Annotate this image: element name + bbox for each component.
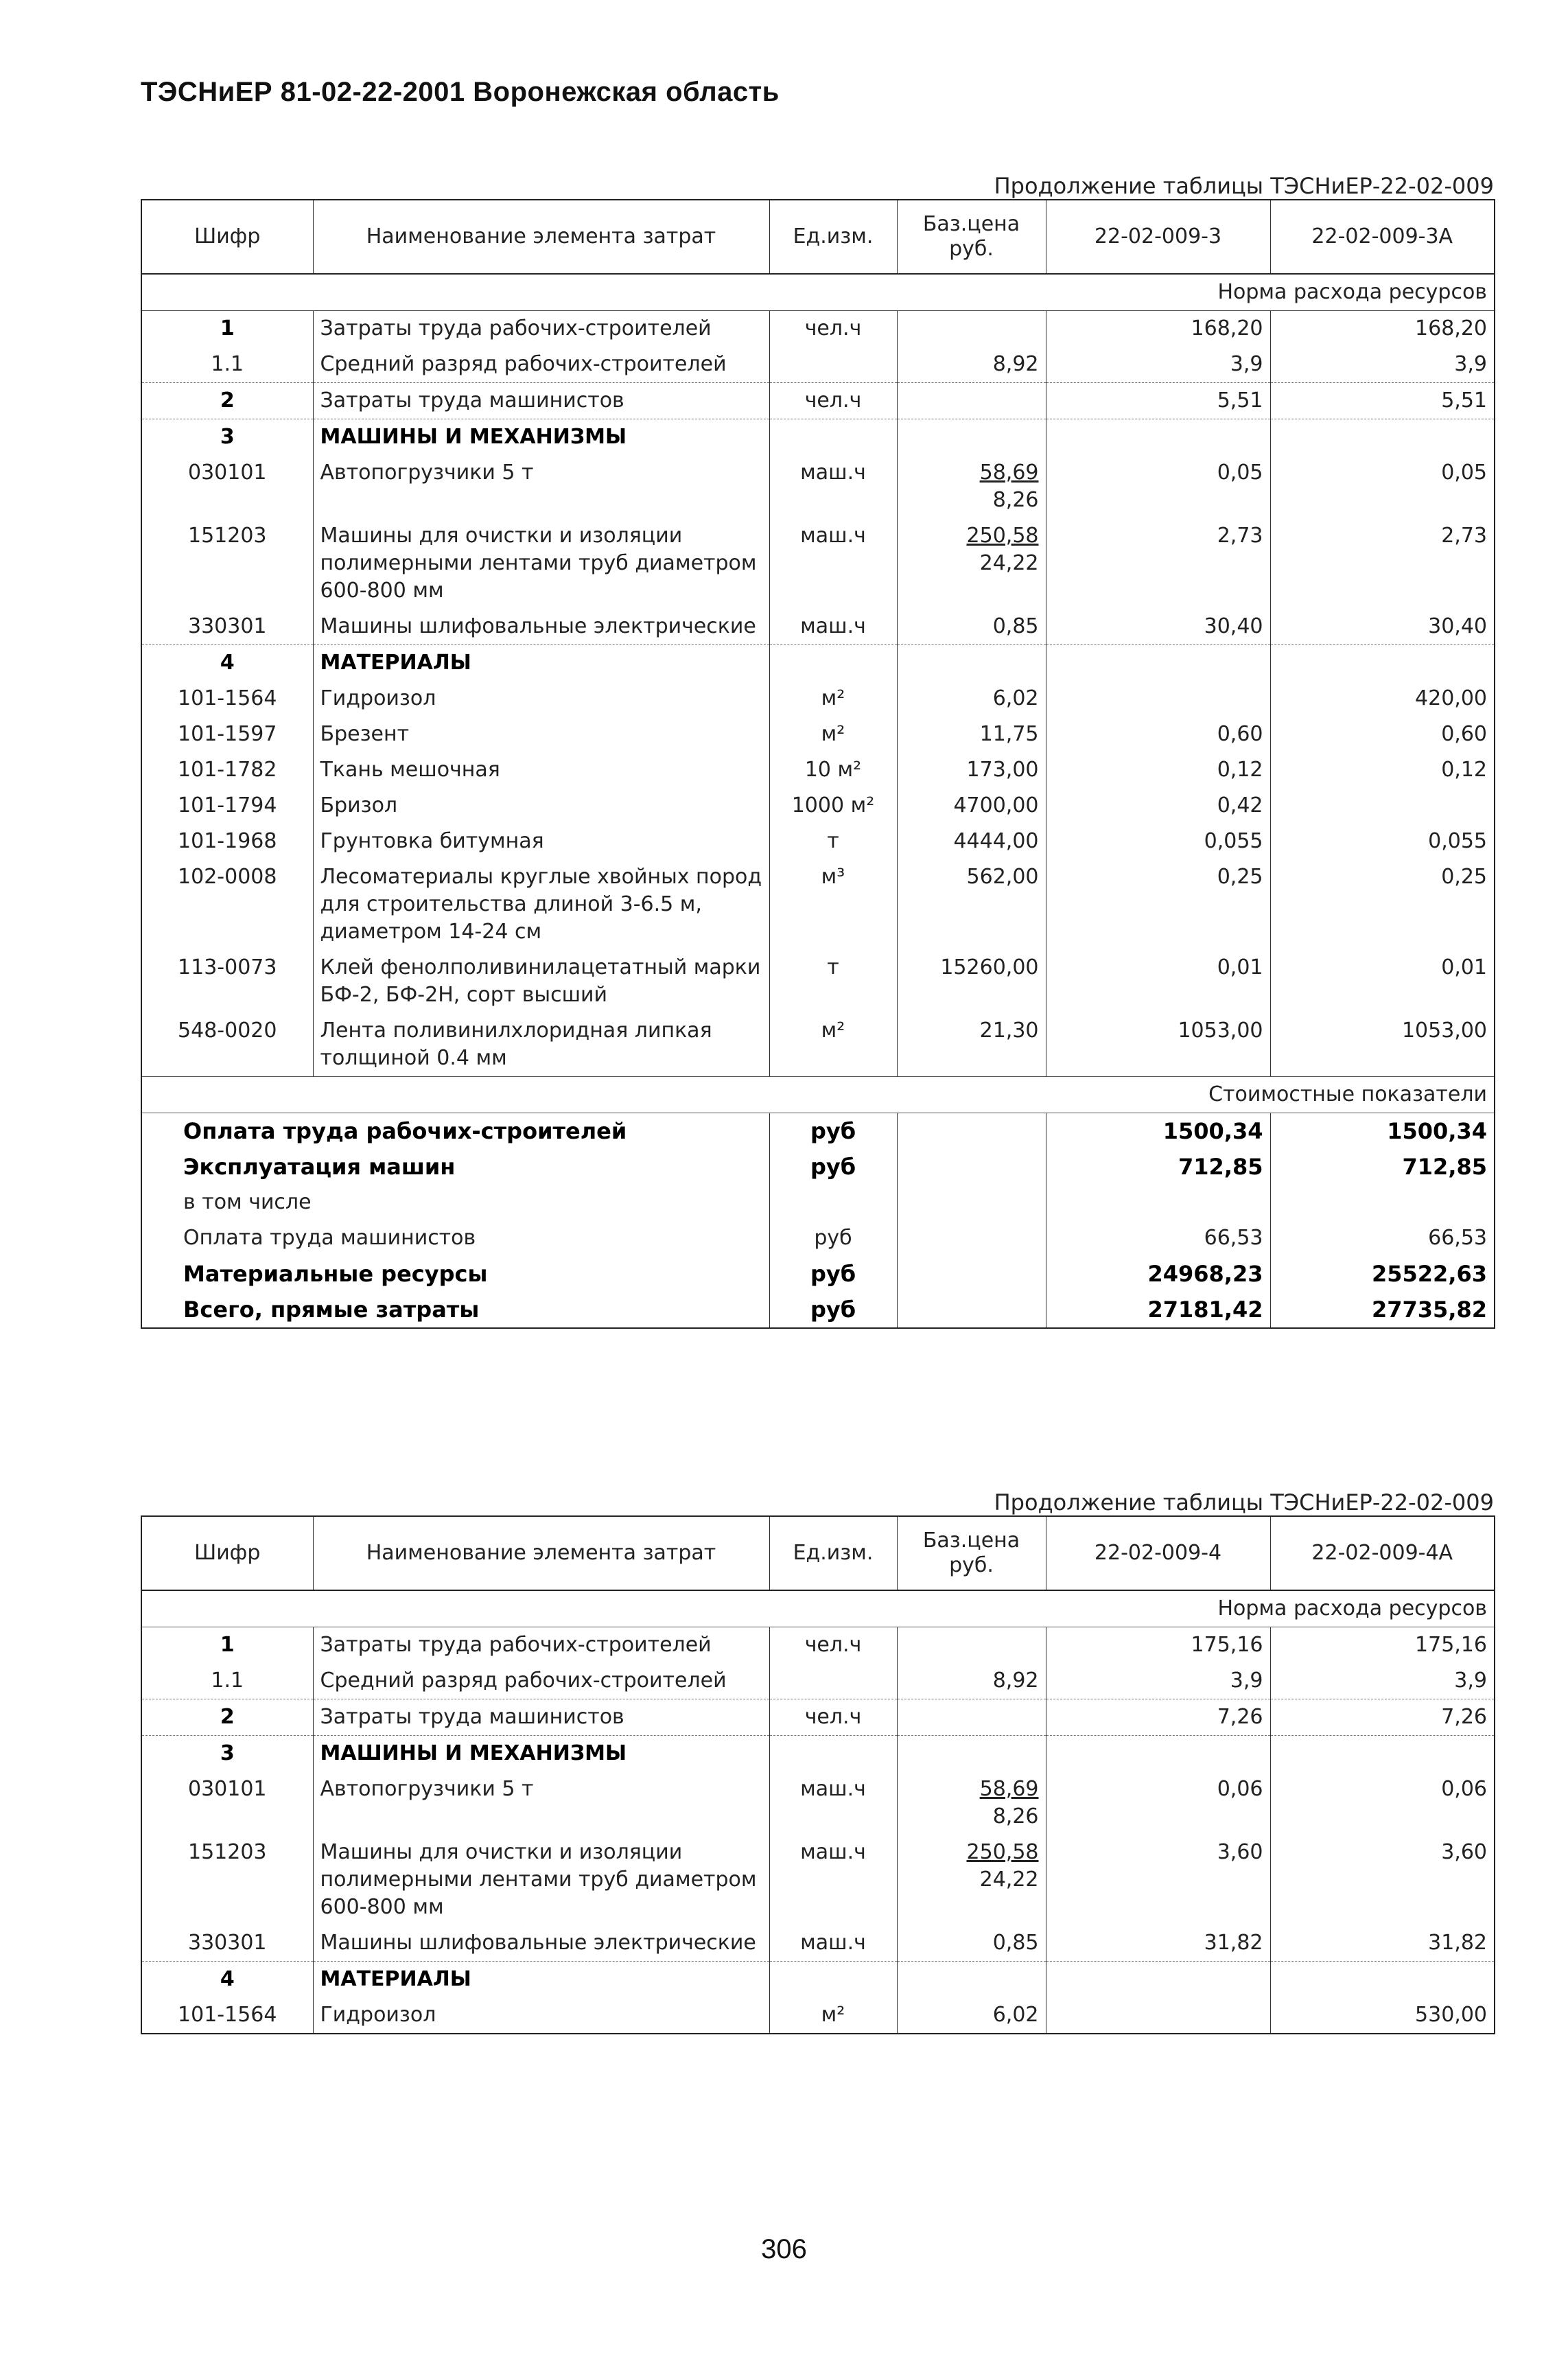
col-header-code: Шифр — [141, 200, 313, 274]
table-row — [141, 1835, 1495, 1925]
row-value-b: 7,26 — [1270, 1699, 1495, 1736]
row-unit: маш.ч — [769, 1925, 897, 1962]
table-row — [141, 347, 1495, 383]
table-row — [141, 1962, 1495, 1998]
row-name: Машины для очистки и изоляции полимерными лентами труб диаметром 600-800 мм — [313, 518, 769, 609]
row-price: 6,02 — [897, 1997, 1046, 2034]
row-value-a: 0,42 — [1046, 788, 1270, 824]
table-row — [141, 518, 1495, 609]
row-value-b: 0,12 — [1270, 752, 1495, 788]
row-value-a: 1053,00 — [1046, 1013, 1270, 1077]
row-code: 151203 — [187, 1840, 267, 1864]
summary-label: в том числе — [183, 1190, 312, 1214]
summary-unit: руб — [769, 1220, 897, 1256]
row-unit: чел.ч — [769, 383, 897, 419]
row-value-a: 0,06 — [1046, 1771, 1270, 1835]
col-header-name: Наименование элемента затрат — [313, 200, 769, 274]
row-name: Затраты труда рабочих-строителей — [313, 311, 769, 347]
table-row — [141, 645, 1495, 682]
row-name: Брезент — [313, 717, 769, 752]
row-value-a: 168,20 — [1046, 311, 1270, 347]
table-row — [141, 383, 1495, 419]
table2-body — [141, 1590, 1495, 2034]
row-price: 0,85 — [897, 609, 1046, 645]
row-value-b: 175,16 — [1270, 1627, 1495, 1664]
summary-unit: руб — [769, 1149, 897, 1185]
summary-value-b: 27735,82 — [1270, 1292, 1495, 1328]
resource-table-1 — [141, 199, 1495, 1329]
row-value-b: 0,25 — [1270, 859, 1495, 950]
norm-label: Норма расхода ресурсов — [141, 1590, 1495, 1627]
row-unit: маш.ч — [769, 609, 897, 645]
row-name: Машины для очистки и изоляции полимерными лентами труб диаметром 600-800 мм — [313, 1835, 769, 1925]
row-unit — [769, 1962, 897, 1998]
row-code: 330301 — [187, 1931, 267, 1955]
row-value-a — [1046, 419, 1270, 456]
row-price: 562,00 — [897, 859, 1046, 950]
row-price — [897, 1962, 1046, 1998]
row-name: МАШИНЫ И МЕХАНИЗМЫ — [313, 419, 769, 456]
table-row — [141, 609, 1495, 645]
row-code: 030101 — [187, 461, 267, 485]
table-row — [141, 1663, 1495, 1699]
row-code: 101-1968 — [178, 829, 277, 853]
row-code: 1.1 — [211, 1669, 244, 1693]
row-value-a: 175,16 — [1046, 1627, 1270, 1664]
summary-value-a — [1046, 1185, 1270, 1220]
summary-row — [141, 1220, 1495, 1256]
price-wage: 24,22 — [979, 551, 1039, 575]
row-name: Автопогрузчики 5 т — [313, 455, 769, 518]
summary-row — [141, 1292, 1495, 1328]
row-value-a: 5,51 — [1046, 383, 1270, 419]
summary-label: Эксплуатация машин — [183, 1154, 456, 1180]
row-value-b: 3,9 — [1270, 1663, 1495, 1699]
row-unit — [769, 1736, 897, 1772]
resource-table-2 — [141, 1515, 1495, 2034]
row-name: Средний разряд рабочих-строителей — [313, 1663, 769, 1699]
row-value-a — [1046, 681, 1270, 717]
row-unit: м² — [769, 717, 897, 752]
summary-value-b: 712,85 — [1270, 1149, 1495, 1185]
row-unit: чел.ч — [769, 311, 897, 347]
row-value-b: 3,9 — [1270, 347, 1495, 383]
row-name: Затраты труда машинистов — [313, 1699, 769, 1736]
row-value-b: 168,20 — [1270, 311, 1495, 347]
row-value-a: 0,01 — [1046, 950, 1270, 1013]
row-price: 173,00 — [897, 752, 1046, 788]
row-price — [897, 1771, 1046, 1835]
summary-value-a: 66,53 — [1046, 1220, 1270, 1256]
table-row — [141, 311, 1495, 347]
summary-value-b: 1500,34 — [1270, 1113, 1495, 1150]
price-total: 58,69 — [979, 1777, 1039, 1801]
price-wage: 24,22 — [979, 1868, 1039, 1892]
summary-value-a: 27181,42 — [1046, 1292, 1270, 1328]
row-name: Затраты труда рабочих-строителей — [313, 1627, 769, 1664]
summary-price-empty — [897, 1256, 1046, 1292]
row-price — [897, 419, 1046, 456]
table-row — [141, 752, 1495, 788]
row-code: 101-1794 — [178, 793, 277, 817]
cost-label-row — [141, 1077, 1495, 1113]
row-value-b: 0,05 — [1270, 455, 1495, 518]
row-unit: чел.ч — [769, 1699, 897, 1736]
row-price: 11,75 — [897, 717, 1046, 752]
row-name: Бризол — [313, 788, 769, 824]
row-value-a: 0,60 — [1046, 717, 1270, 752]
row-name: Лента поливинилхлоридная липкая толщиной 0.4 мм — [313, 1013, 769, 1077]
table-row — [141, 1925, 1495, 1962]
row-value-a: 7,26 — [1046, 1699, 1270, 1736]
row-value-a: 31,82 — [1046, 1925, 1270, 1962]
summary-label: Материальные ресурсы — [183, 1261, 488, 1287]
row-value-a — [1046, 1736, 1270, 1772]
row-code: 1.1 — [211, 352, 244, 376]
row-value-a: 30,40 — [1046, 609, 1270, 645]
row-value-b: 5,51 — [1270, 383, 1495, 419]
row-code: 101-1564 — [178, 686, 277, 710]
summary-price-empty — [897, 1220, 1046, 1256]
col-header-b: 22-02-009-3А — [1270, 200, 1495, 274]
row-price — [897, 1627, 1046, 1664]
row-code: 548-0020 — [178, 1019, 277, 1043]
row-name: Лесоматериалы круглые хвойных пород для строительства длиной 3-6.5 м, диаметром 14-24 см — [313, 859, 769, 950]
document-header: ТЭСНиЕР 81-02-22-2001 Воронежская область — [141, 77, 780, 107]
row-name: Средний разряд рабочих-строителей — [313, 347, 769, 383]
col-header-price: Баз.цена руб. — [897, 1516, 1046, 1590]
table-row — [141, 1699, 1495, 1736]
norm-label-row — [141, 1590, 1495, 1627]
summary-value-b: 66,53 — [1270, 1220, 1495, 1256]
summary-label: Оплата труда машинистов — [183, 1226, 476, 1250]
row-code: 101-1597 — [178, 722, 277, 746]
row-value-a: 3,60 — [1046, 1835, 1270, 1925]
row-name: МАТЕРИАЛЫ — [313, 645, 769, 682]
summary-value-a: 712,85 — [1046, 1149, 1270, 1185]
row-name: Машины шлифовальные электрические — [313, 1925, 769, 1962]
row-price — [897, 383, 1046, 419]
row-value-b: 420,00 — [1270, 681, 1495, 717]
row-name: Клей фенолполивинилацетатный марки БФ-2, БФ-2Н, сорт высший — [313, 950, 769, 1013]
row-name: МАШИНЫ И МЕХАНИЗМЫ — [313, 1736, 769, 1772]
table-row — [141, 1736, 1495, 1772]
row-name: Гидроизол — [313, 681, 769, 717]
row-unit: маш.ч — [769, 518, 897, 609]
row-value-a — [1046, 645, 1270, 682]
col-header-unit: Ед.изм. — [769, 1516, 897, 1590]
table-row — [141, 717, 1495, 752]
price-total: 250,58 — [966, 524, 1039, 548]
summary-unit — [769, 1185, 897, 1220]
row-name: Грунтовка битумная — [313, 824, 769, 859]
row-name: Гидроизол — [313, 1997, 769, 2034]
row-price — [897, 455, 1046, 518]
row-price: 8,92 — [897, 1663, 1046, 1699]
summary-value-a: 24968,23 — [1046, 1256, 1270, 1292]
row-price — [897, 518, 1046, 609]
row-value-a: 3,9 — [1046, 1663, 1270, 1699]
row-value-b — [1270, 788, 1495, 824]
row-unit: т — [769, 950, 897, 1013]
norm-label: Норма расхода ресурсов — [141, 274, 1495, 311]
row-price: 4700,00 — [897, 788, 1046, 824]
table-row — [141, 950, 1495, 1013]
page-number: 306 — [761, 2234, 807, 2264]
summary-price-empty — [897, 1113, 1046, 1150]
summary-row — [141, 1256, 1495, 1292]
row-value-b: 1053,00 — [1270, 1013, 1495, 1077]
row-price: 6,02 — [897, 681, 1046, 717]
row-value-b: 3,60 — [1270, 1835, 1495, 1925]
row-price: 15260,00 — [897, 950, 1046, 1013]
summary-value-a: 1500,34 — [1046, 1113, 1270, 1150]
row-value-b: 0,01 — [1270, 950, 1495, 1013]
row-code: 3 — [141, 1736, 313, 1772]
row-price — [897, 311, 1046, 347]
row-unit: м³ — [769, 859, 897, 950]
table-row — [141, 859, 1495, 950]
row-unit: маш.ч — [769, 1771, 897, 1835]
norm-label-row — [141, 274, 1495, 311]
summary-unit: руб — [769, 1113, 897, 1150]
summary-unit: руб — [769, 1292, 897, 1328]
row-price — [897, 1835, 1046, 1925]
row-code: 4 — [141, 1962, 313, 1998]
summary-price-empty — [897, 1185, 1046, 1220]
summary-price-empty — [897, 1149, 1046, 1185]
row-name: МАТЕРИАЛЫ — [313, 1962, 769, 1998]
col-header-code: Шифр — [141, 1516, 313, 1590]
row-code: 101-1564 — [178, 2003, 277, 2027]
row-code: 102-0008 — [178, 865, 277, 889]
row-unit — [769, 347, 897, 383]
summary-value-b: 25522,63 — [1270, 1256, 1495, 1292]
summary-row — [141, 1149, 1495, 1185]
price-total: 58,69 — [979, 461, 1039, 485]
row-price: 4444,00 — [897, 824, 1046, 859]
row-price: 0,85 — [897, 1925, 1046, 1962]
col-header-name: Наименование элемента затрат — [313, 1516, 769, 1590]
row-value-a: 0,25 — [1046, 859, 1270, 950]
col-header-unit: Ед.изм. — [769, 200, 897, 274]
row-unit: 1000 м² — [769, 788, 897, 824]
row-value-b — [1270, 419, 1495, 456]
table-row — [141, 455, 1495, 518]
row-code: 1 — [220, 316, 235, 340]
summary-row — [141, 1113, 1495, 1150]
col-header-b: 22-02-009-4А — [1270, 1516, 1495, 1590]
row-code: 330301 — [187, 614, 267, 638]
row-code: 4 — [141, 645, 313, 682]
row-name: Ткань мешочная — [313, 752, 769, 788]
row-value-a — [1046, 1962, 1270, 1998]
row-price — [897, 645, 1046, 682]
row-code: 2 — [141, 1699, 313, 1736]
row-value-b: 0,055 — [1270, 824, 1495, 859]
row-name: Автопогрузчики 5 т — [313, 1771, 769, 1835]
row-name: Затраты труда машинистов — [313, 383, 769, 419]
row-unit: чел.ч — [769, 1627, 897, 1664]
table-row — [141, 681, 1495, 717]
row-unit — [769, 1663, 897, 1699]
table1-body — [141, 274, 1495, 1328]
row-code: 2 — [141, 383, 313, 419]
table-row — [141, 419, 1495, 456]
row-value-b — [1270, 1962, 1495, 1998]
table-row — [141, 788, 1495, 824]
row-value-b — [1270, 645, 1495, 682]
row-code: 151203 — [187, 524, 267, 548]
row-unit: м² — [769, 681, 897, 717]
row-value-a: 0,12 — [1046, 752, 1270, 788]
table-row — [141, 824, 1495, 859]
row-value-a: 3,9 — [1046, 347, 1270, 383]
summary-row — [141, 1185, 1495, 1220]
summary-price-empty — [897, 1292, 1046, 1328]
price-total: 250,58 — [966, 1840, 1039, 1864]
row-unit: маш.ч — [769, 455, 897, 518]
row-unit: м² — [769, 1997, 897, 2034]
summary-label: Всего, прямые затраты — [183, 1297, 480, 1323]
row-value-a: 0,05 — [1046, 455, 1270, 518]
summary-unit: руб — [769, 1256, 897, 1292]
row-value-b: 0,06 — [1270, 1771, 1495, 1835]
row-value-b: 530,00 — [1270, 1997, 1495, 2034]
row-unit — [769, 645, 897, 682]
row-price: 21,30 — [897, 1013, 1046, 1077]
row-unit: т — [769, 824, 897, 859]
row-value-b: 31,82 — [1270, 1925, 1495, 1962]
table-row — [141, 1627, 1495, 1664]
row-value-b: 2,73 — [1270, 518, 1495, 609]
row-code: 1 — [220, 1633, 235, 1657]
table-row — [141, 1771, 1495, 1835]
price-wage: 8,26 — [992, 1804, 1039, 1828]
summary-label: Оплата труда рабочих-строителей — [183, 1118, 627, 1144]
row-unit: маш.ч — [769, 1835, 897, 1925]
summary-value-b — [1270, 1185, 1495, 1220]
table-row — [141, 1013, 1495, 1077]
row-value-b — [1270, 1736, 1495, 1772]
row-value-b: 0,60 — [1270, 717, 1495, 752]
col-header-a: 22-02-009-4 — [1046, 1516, 1270, 1590]
row-price: 8,92 — [897, 347, 1046, 383]
row-price — [897, 1699, 1046, 1736]
row-name: Машины шлифовальные электрические — [313, 609, 769, 645]
row-code: 113-0073 — [178, 955, 277, 979]
row-price — [897, 1736, 1046, 1772]
table-row — [141, 1997, 1495, 2034]
table2-continuation-label: Продолжение таблицы ТЭСНиЕР-22-02-009 — [994, 1489, 1494, 1515]
row-unit — [769, 419, 897, 456]
row-unit: м² — [769, 1013, 897, 1077]
row-code: 030101 — [187, 1777, 267, 1801]
col-header-a: 22-02-009-3 — [1046, 200, 1270, 274]
price-wage: 8,26 — [992, 488, 1039, 512]
table1-continuation-label: Продолжение таблицы ТЭСНиЕР-22-02-009 — [994, 173, 1494, 199]
row-code: 101-1782 — [178, 758, 277, 782]
row-value-a: 0,055 — [1046, 824, 1270, 859]
row-unit: 10 м² — [769, 752, 897, 788]
row-value-a: 2,73 — [1046, 518, 1270, 609]
cost-label: Стоимостные показатели — [141, 1077, 1495, 1113]
col-header-price: Баз.цена руб. — [897, 200, 1046, 274]
row-value-a — [1046, 1997, 1270, 2034]
row-code: 3 — [141, 419, 313, 456]
row-value-b: 30,40 — [1270, 609, 1495, 645]
